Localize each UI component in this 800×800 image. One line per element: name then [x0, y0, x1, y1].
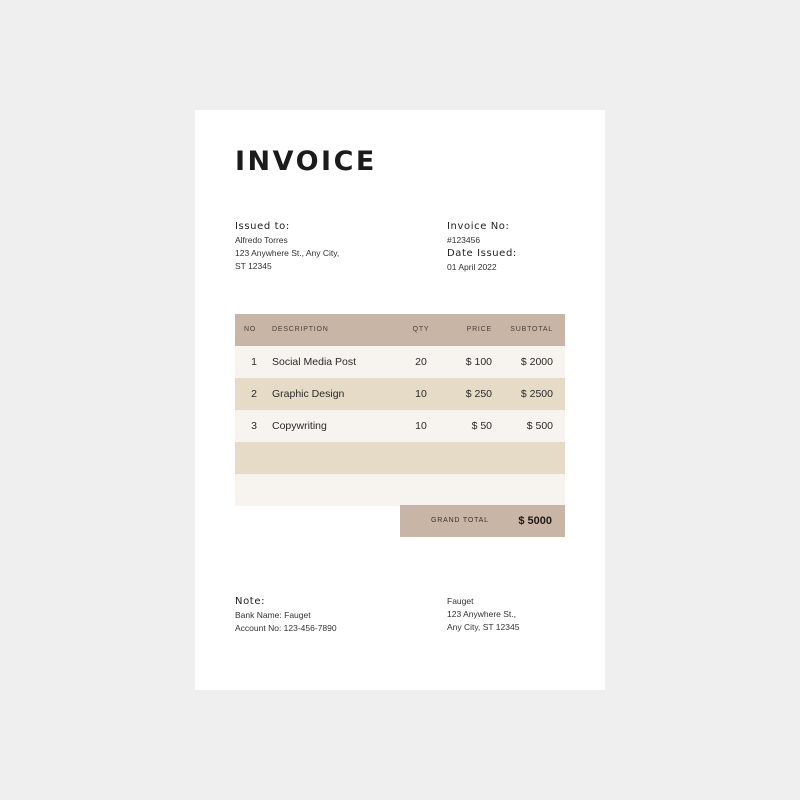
- row-qty: 10: [415, 388, 427, 400]
- table-row: [235, 346, 565, 378]
- table-row: [235, 410, 565, 442]
- grand-total-bar: [400, 505, 565, 537]
- row-subtotal: $ 500: [526, 420, 553, 432]
- company-name: Fauget: [447, 596, 474, 606]
- row-no: 1: [251, 356, 257, 368]
- client-name: Alfredo Torres: [235, 235, 288, 245]
- grand-total-value: $ 5000: [518, 515, 552, 527]
- client-address-line2: ST 12345: [235, 261, 272, 271]
- header-no: NO: [243, 326, 257, 333]
- row-subtotal: $ 2500: [520, 388, 553, 400]
- issued-to-block: [235, 220, 339, 273]
- table-row-empty: [235, 442, 565, 474]
- client-address-line1: 123 Anywhere St., Any City,: [235, 248, 340, 258]
- row-description: Copywriting: [272, 420, 327, 432]
- table-row: [235, 378, 565, 410]
- note-label: Note:: [235, 596, 266, 607]
- header-description: DESCRIPTION: [272, 326, 329, 333]
- issued-to-label: Issued to:: [235, 221, 290, 232]
- date-issued-value: 01 April 2022: [447, 262, 497, 272]
- row-qty: 10: [415, 420, 427, 432]
- header-subtotal: SUBTOTAL: [510, 326, 553, 333]
- header-price: PRICE: [466, 326, 492, 333]
- row-qty: 20: [415, 356, 427, 368]
- row-no: 2: [251, 388, 257, 400]
- bank-name: Bank Name: Fauget: [235, 610, 311, 620]
- company-block: [447, 595, 519, 634]
- row-description: Graphic Design: [272, 388, 345, 400]
- date-issued-label: Date Issued:: [447, 248, 517, 259]
- invoice-page: [195, 110, 605, 690]
- note-block: [235, 595, 337, 635]
- invoice-table: [235, 314, 565, 506]
- grand-total-label: GRAND TOTAL: [431, 517, 489, 524]
- table-header-row: [235, 314, 565, 346]
- account-no: Account No: 123-456-7890: [235, 623, 337, 633]
- company-address-line2: Any City, ST 12345: [447, 622, 520, 632]
- company-address-line1: 123 Anywhere St.,: [447, 609, 516, 619]
- invoice-no-label: Invoice No:: [447, 221, 510, 232]
- header-qty: QTY: [412, 326, 430, 333]
- invoice-title: INVOICE: [235, 146, 377, 177]
- invoice-no-value: #123456: [447, 235, 481, 245]
- row-price: $ 100: [465, 356, 492, 368]
- row-no: 3: [251, 420, 257, 432]
- invoice-meta-block: [447, 220, 517, 274]
- row-description: Social Media Post: [272, 356, 357, 368]
- row-subtotal: $ 2000: [520, 356, 553, 368]
- row-price: $ 50: [471, 420, 492, 432]
- table-row-empty: [235, 474, 565, 506]
- row-price: $ 250: [465, 388, 492, 400]
